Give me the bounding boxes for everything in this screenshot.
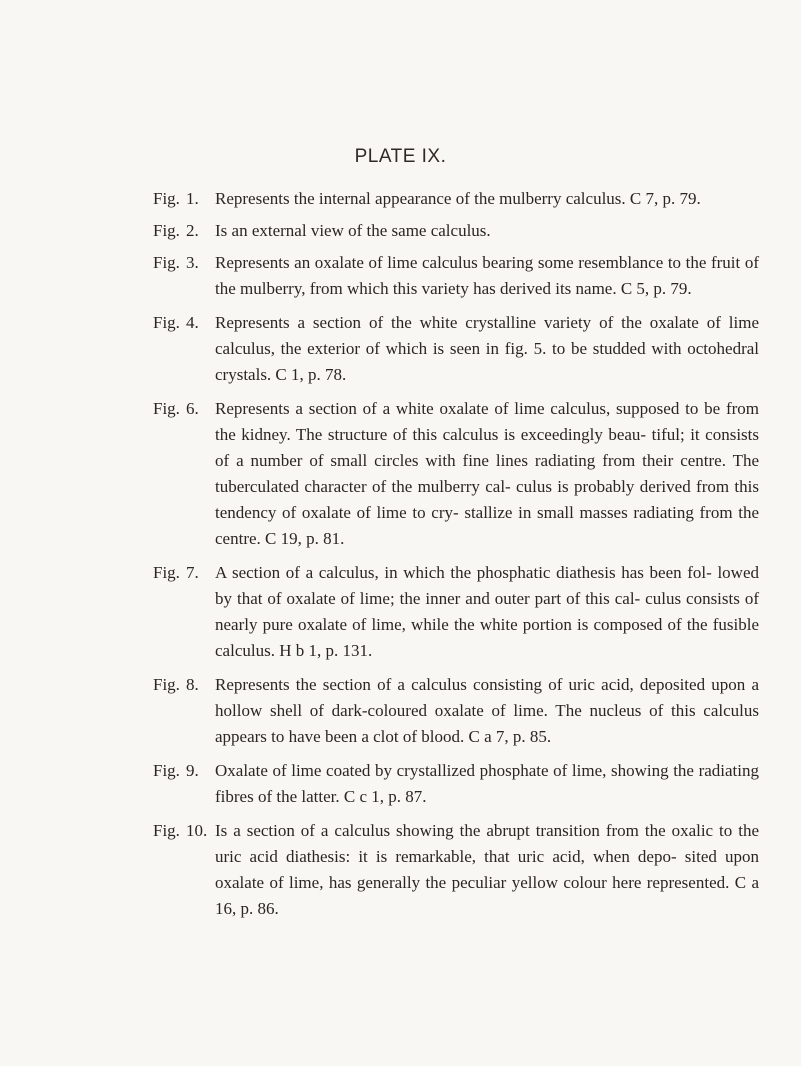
figure-entry bbox=[0, 218, 801, 244]
figure-label: Fig. bbox=[153, 313, 180, 332]
figure-label: Fig. bbox=[153, 221, 180, 240]
figure-description: Represents the section of a calculus consisting of uric acid, deposited upon a hollow shell of dark-coloured oxalate of lime. The nucleus of this calculus appears to have been a clot of blood. C a 7, p. 85. bbox=[215, 675, 759, 746]
figure-label: Fig. bbox=[153, 189, 180, 208]
figure-number: 3. bbox=[186, 253, 199, 272]
figure-number: 8. bbox=[186, 675, 199, 694]
figure-entry bbox=[0, 310, 801, 388]
figure-description: Represents a section of a white oxalate of lime calculus, supposed to be from the kidney. The structure of this calculus is exceedingly beau- tiful; it consists of a number of small circles with fine lines radiating from their centre. The tuberculated character of the mulberry cal- culus is probably derived from this tendency of oxalate of lime to cry- stallize in small masses radiating from the centre. C 19, p. 81. bbox=[215, 399, 759, 548]
figure-description: Represents an oxalate of lime calculus bearing some resemblance to the fruit of the mulberry, from which this variety has derived its name. C 5, p. 79. bbox=[215, 253, 759, 298]
figure-number: 6. bbox=[186, 399, 199, 418]
figure-description: Represents a section of the white crystalline variety of the oxalate of lime calculus, the exterior of which is seen in fig. 5. to be studded with octohedral crystals. C 1, p. 78. bbox=[215, 313, 759, 384]
figure-number: 9. bbox=[186, 761, 199, 780]
figure-entry bbox=[0, 186, 801, 212]
figure-entry bbox=[0, 560, 801, 664]
figure-entry bbox=[0, 758, 801, 810]
figure-entry bbox=[0, 396, 801, 552]
figure-entry bbox=[0, 672, 801, 750]
figure-number: 4. bbox=[186, 313, 199, 332]
figure-entry bbox=[0, 250, 801, 302]
plate-title: PLATE IX. bbox=[354, 146, 447, 167]
figure-description: Oxalate of lime coated by crystallized phosphate of lime, showing the radiating fibres of the latter. C c 1, p. 87. bbox=[215, 761, 759, 806]
figure-label: Fig. bbox=[153, 821, 180, 840]
figure-label: Fig. bbox=[153, 399, 180, 418]
figure-label: Fig. bbox=[153, 253, 180, 272]
figure-entry-list bbox=[0, 186, 801, 930]
figure-description: Is an external view of the same calculus. bbox=[215, 221, 491, 240]
figure-number: 2. bbox=[186, 221, 199, 240]
figure-number: 7. bbox=[186, 563, 199, 582]
figure-entry bbox=[0, 818, 801, 922]
figure-number: 10. bbox=[186, 821, 208, 840]
figure-label: Fig. bbox=[153, 563, 180, 582]
figure-label: Fig. bbox=[153, 675, 180, 694]
figure-description: Is a section of a calculus showing the abrupt transition from the oxalic to the uric acid diathesis: it is remarkable, that uric acid, when depo- sited upon oxalate of lime, has generally the peculiar yellow colour here represented. C a 16, p. 86. bbox=[215, 821, 759, 918]
figure-number: 1. bbox=[186, 189, 199, 208]
figure-description: A section of a calculus, in which the phosphatic diathesis has been fol- lowed by that of oxalate of lime; the inner and outer part of this cal- culus consists of nearly pure oxalate of lime, while the white portion is composed of the fusible calculus. H b 1, p. 131. bbox=[215, 563, 759, 660]
figure-description: Represents the internal appearance of the mulberry calculus. C 7, p. 79. bbox=[215, 189, 701, 208]
figure-label: Fig. bbox=[153, 761, 180, 780]
